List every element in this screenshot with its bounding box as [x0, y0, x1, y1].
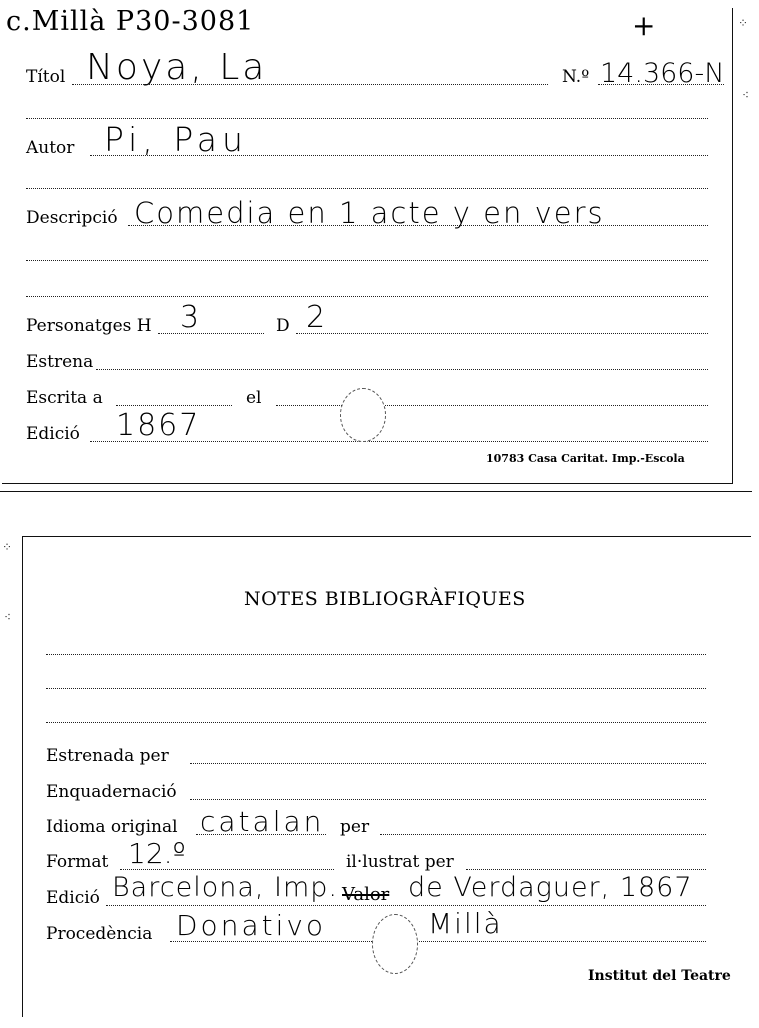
title-label: Títol [26, 67, 66, 87]
bibliographic-notes-heading: NOTES BIBLIOGRÀFIQUES [244, 588, 526, 610]
characters-male-value: 3 [180, 300, 200, 335]
number-label: N.º [562, 67, 590, 87]
institution-stamp: Institut del Teatre [588, 968, 731, 984]
scan-speck: ⁘ [738, 16, 749, 30]
title-extra-line [26, 118, 708, 119]
punch-hole-mark [340, 388, 386, 442]
characters-male-label: Personatges H [26, 316, 152, 336]
reference-note: c.Millà P30-3081 [6, 6, 255, 37]
punch-hole-mark-bottom [372, 914, 418, 974]
number-value: 14.366-N [600, 58, 725, 89]
binding-label: Enquadernació [46, 782, 177, 802]
language-by-label: per [340, 817, 370, 837]
written-at-label: Escrita a [26, 388, 103, 408]
language-by-dotted-line [380, 834, 706, 835]
original-language-value: catalan [200, 805, 325, 838]
notes-line-1 [46, 654, 706, 655]
author-extra-line [26, 188, 708, 189]
edition-bottom-label: Edició [46, 888, 100, 908]
premiered-by-dotted-line [190, 763, 706, 764]
edition-bottom-struck-word: Valor [342, 884, 390, 905]
printer-imprint: 10783 Casa Caritat. Imp.-Escola [486, 452, 685, 465]
binding-dotted-line [190, 799, 706, 800]
illustrated-by-label: il·lustrat per [346, 852, 454, 872]
edition-bottom-value: Barcelona, Imp. [112, 872, 339, 903]
scan-speck: ⁖ [4, 610, 12, 624]
characters-female-label: D [276, 316, 290, 336]
edition-bottom-value-rest: de Verdaguer, 1867 [408, 872, 693, 903]
characters-female-dotted-line [296, 333, 708, 334]
premiere-dotted-line [96, 369, 708, 370]
premiere-label: Estrena [26, 352, 94, 372]
provenance-label: Procedència [46, 924, 153, 944]
card-separator-line [0, 491, 752, 492]
description-label: Descripció [26, 208, 118, 228]
edition-value: 1867 [116, 408, 201, 443]
notes-line-2 [46, 688, 706, 689]
provenance-name: Millà [428, 907, 503, 940]
provenance-value: Donativo [176, 909, 327, 942]
illustrated-by-dotted-line [466, 869, 706, 870]
format-label: Format [46, 852, 109, 872]
written-on-label: el [246, 388, 262, 408]
original-language-label: Idioma original [46, 817, 178, 837]
edition-bottom-dotted-line [106, 905, 706, 906]
characters-male-dotted-line [158, 333, 264, 334]
description-extra-line-1 [26, 260, 708, 261]
format-value: 12.º [128, 837, 186, 870]
edition-label: Edició [26, 424, 80, 444]
title-value: Noya, La [86, 47, 268, 88]
description-extra-line-2 [26, 296, 708, 297]
written-at-dotted-line [116, 405, 232, 406]
characters-female-value: 2 [306, 300, 326, 335]
scan-speck: ⁘ [2, 540, 13, 554]
plus-mark: + [632, 9, 656, 42]
notes-line-3 [46, 722, 706, 723]
author-value: Pi, Pau [104, 120, 248, 159]
premiered-by-label: Estrenada per [46, 746, 169, 766]
scan-speck: ⁖ [742, 88, 750, 102]
description-value: Comedia en 1 acte y en vers [134, 196, 605, 230]
author-label: Autor [26, 138, 75, 158]
